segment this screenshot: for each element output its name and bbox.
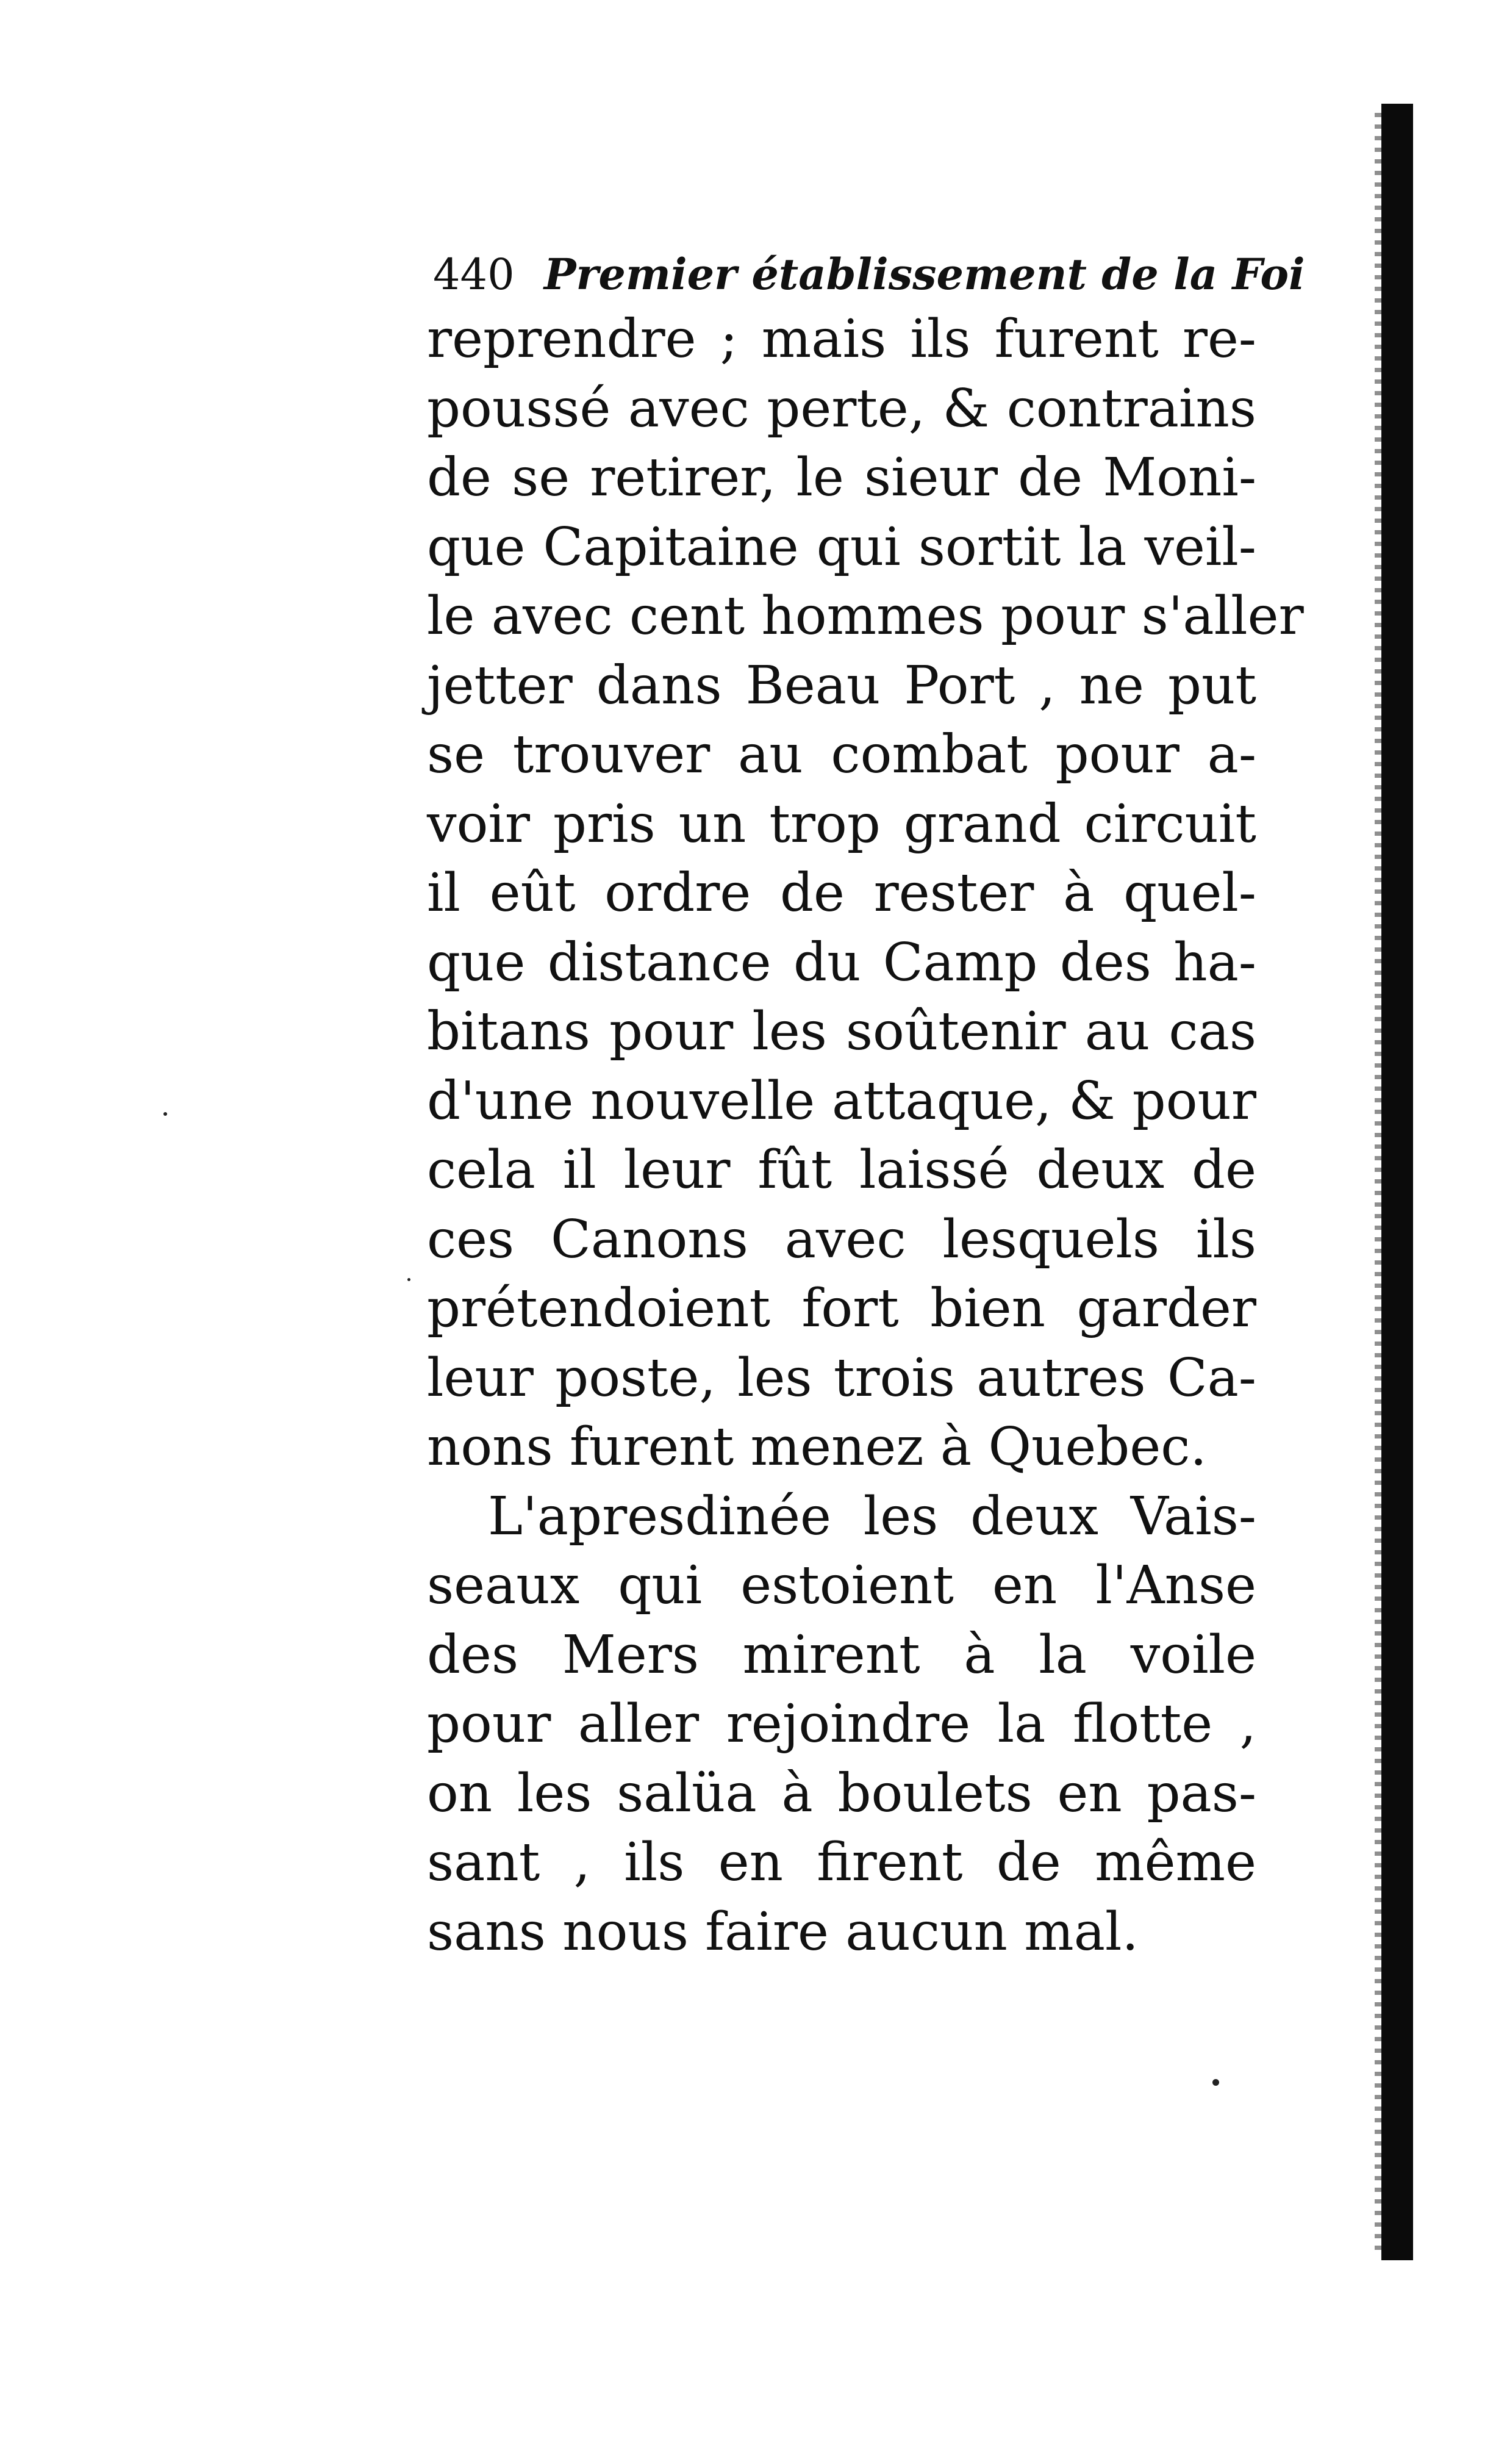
text-line: de se retirer, le sieur de Moni-	[427, 447, 1256, 508]
text-line: ces Canons avec lesquels ils	[427, 1209, 1256, 1270]
text-line: prétendoient fort bien garder	[427, 1278, 1256, 1339]
text-line: voir pris un trop grand circuit	[427, 793, 1256, 855]
text-line: bitans pour les soûtenir au cas	[427, 1001, 1256, 1062]
text-line: reprendre ; mais ils furent re-	[427, 309, 1256, 370]
text-line: pour aller rejoindre la flotte ,	[427, 1694, 1256, 1755]
text-line: se trouver au combat pour a-	[427, 724, 1256, 785]
ink-speck	[407, 1278, 410, 1281]
text-line: sant , ils en firent de même	[427, 1832, 1256, 1893]
paragraph-first-line: L'apresdinée les deux Vais-	[488, 1485, 1256, 1547]
text-line: il eût ordre de rester à quel-	[427, 863, 1256, 924]
text-line: que distance du Camp des ha-	[427, 932, 1256, 993]
binding-edge	[1381, 104, 1413, 2260]
running-title: Premier établissement de la Foi	[543, 249, 1305, 300]
text-line: on les salüa à boulets en pas-	[427, 1762, 1256, 1824]
text-line: le avec cent hommes pour s'aller	[427, 586, 1304, 647]
body-text	[427, 305, 1304, 1967]
text-line: sans nous faire aucun mal.	[427, 1901, 1139, 1963]
ink-speck	[163, 1112, 167, 1116]
text-line: poussé avec perte, & contrains	[427, 378, 1256, 439]
text-line: des Mers mirent à la voile	[427, 1624, 1256, 1686]
page-number: 440	[433, 250, 515, 300]
text-line: jetter dans Beau Port , ne put	[427, 655, 1256, 716]
text-line: d'une nouvelle attaque, & pour	[427, 1070, 1256, 1132]
text-line: que Capitaine qui sortit la veil-	[427, 516, 1256, 578]
text-line: seaux qui estoient en l'Anse	[427, 1555, 1256, 1616]
text-line: cela il leur fût laissé deux de	[427, 1140, 1256, 1201]
ink-speck	[1212, 2079, 1219, 2086]
text-line: leur poste, les trois autres Ca-	[427, 1347, 1256, 1409]
text-line: nons furent menez à Quebec.	[427, 1417, 1207, 1478]
running-head	[433, 244, 1305, 305]
